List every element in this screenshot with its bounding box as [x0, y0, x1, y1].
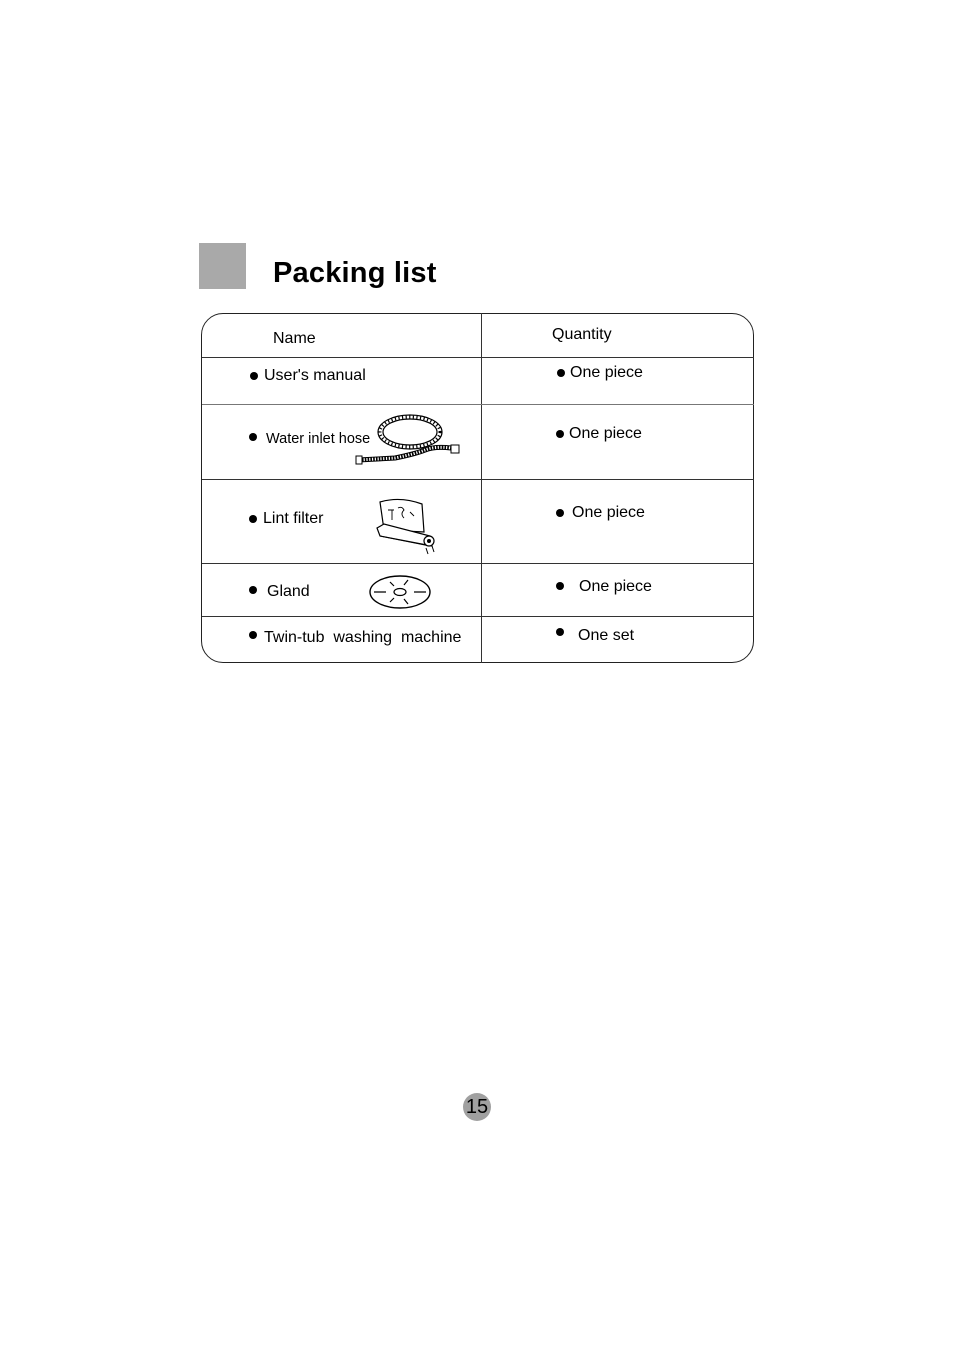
water-inlet-hose-icon: [355, 410, 463, 468]
row-name: Twin-tub washing machine: [264, 629, 462, 646]
header-name: Name: [273, 330, 316, 347]
row-divider: [202, 479, 754, 480]
title-square-decoration: [199, 243, 246, 289]
row-divider: [202, 357, 754, 358]
row-divider: [202, 616, 754, 617]
row-name: Gland: [267, 583, 310, 600]
bullet-icon: [249, 433, 257, 441]
row-name: Lint filter: [263, 510, 324, 527]
row-quantity: One piece: [572, 504, 645, 521]
page-title: Packing list: [273, 257, 437, 289]
bullet-icon: [249, 586, 257, 594]
row-name: User's manual: [264, 367, 366, 384]
row-divider: [202, 563, 754, 564]
row-quantity: One set: [578, 627, 635, 644]
header-quantity: Quantity: [552, 326, 612, 343]
row-divider: [202, 404, 754, 405]
bullet-icon: [556, 509, 564, 517]
row-quantity: One piece: [569, 425, 642, 442]
bullet-icon: [556, 430, 564, 438]
row-name: Water inlet hose: [266, 431, 371, 447]
bullet-icon: [557, 369, 565, 377]
lint-filter-icon: [372, 496, 438, 556]
bullet-icon: [556, 582, 564, 590]
row-quantity: One piece: [570, 364, 643, 381]
bullet-icon: [250, 372, 258, 380]
gland-icon: [368, 574, 432, 610]
row-quantity: One piece: [579, 578, 652, 595]
column-divider: [481, 313, 482, 663]
page-number: 15: [463, 1093, 491, 1121]
bullet-icon: [249, 515, 257, 523]
bullet-icon: [556, 628, 564, 636]
bullet-icon: [249, 631, 257, 639]
